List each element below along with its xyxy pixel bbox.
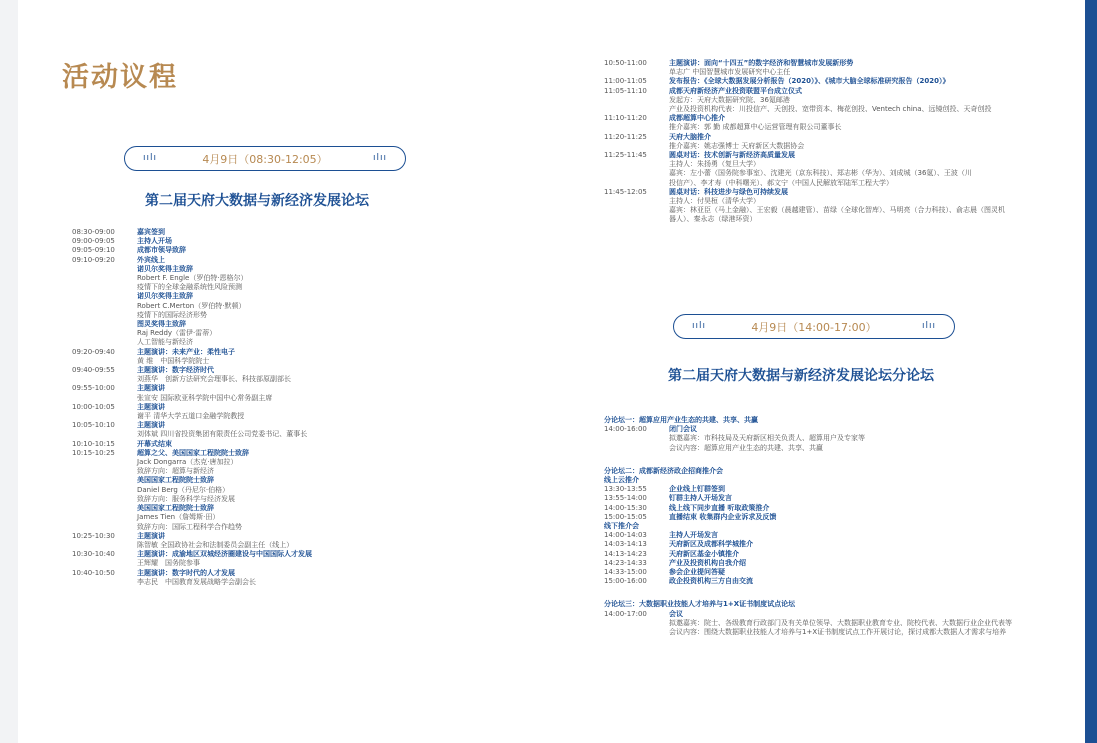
- schedule-time: 10:50-11:00: [604, 59, 647, 67]
- schedule-time: 10:30-10:40: [72, 550, 115, 559]
- schedule-row: [72, 228, 512, 237]
- schedule-item-detail: 主持人：付昊桓（清华大学）: [669, 197, 760, 206]
- schedule-time: 09:20-09:40: [72, 347, 115, 356]
- schedule-row: [604, 540, 1044, 549]
- schedule-item-detail: 单志广 中国智慧城市发展研究中心主任: [669, 68, 791, 77]
- schedule-time: 11:45-12:05: [604, 187, 647, 196]
- schedule-item-title: 会议: [669, 609, 683, 618]
- schedule-item-title: 开幕式结束: [137, 439, 172, 448]
- schedule-time: 14:00-16:00: [604, 425, 647, 434]
- schedule-item-detail: 王辉耀 国务院参事: [137, 559, 200, 568]
- schedule-item-detail: 张宣安 国际欧亚科学院中国中心常务副主席: [137, 393, 273, 402]
- schedule-item-detail: 会议内容：超算应用产业生态的共建、共享、共赢: [669, 443, 823, 452]
- schedule-item-title: 美国国家工程院院士致辞: [137, 504, 214, 513]
- schedule-content: [137, 246, 512, 255]
- schedule-row: [72, 366, 512, 384]
- schedule-time: 11:00-11:05: [604, 77, 647, 86]
- schedule-content: [669, 550, 1044, 559]
- schedule-row: [72, 246, 512, 255]
- schedule-item-detail: Raj Reddy（雷伊·雷蒂）: [137, 329, 217, 338]
- schedule-content: [669, 577, 1044, 586]
- schedule-item-detail: 器人）、秦永志（绿港环资）: [669, 215, 757, 224]
- schedule-item-title: 圆桌对话：科技进步与绿色可持续发展: [669, 187, 788, 196]
- schedule-item-title: 主题演讲：数字时代的人才发展: [137, 568, 235, 577]
- schedule-item-title: 主题演讲: [137, 421, 165, 430]
- schedule-subheading: 线下推介会: [604, 522, 639, 531]
- morning-schedule-left: [72, 228, 512, 587]
- schedule-item-title: 闭门会议: [669, 425, 697, 434]
- schedule-item-detail: 致辞方向：国际工程科学合作趋势: [137, 522, 242, 531]
- schedule-content: [137, 440, 512, 449]
- schedule-item-detail: 投信产）、李才寿（中科曙光）、郝文宁（中国人民解放军陆军工程大学）: [669, 178, 893, 187]
- schedule-item-detail: 拟邀嘉宾：院士、各级教育行政部门及有关单位领导、大数据职业教育专业、院校代表、大数据行业企业代表等: [669, 618, 1012, 627]
- schedule-item-detail: Jack Dongarra（杰克·唐加拉）: [137, 458, 238, 467]
- schedule-row: [604, 513, 1044, 522]
- afternoon-time-label: 4月9日（14:00-17:00）: [751, 320, 877, 334]
- schedule-content: [137, 256, 512, 348]
- schedule-item-title: 圆桌对话：技术创新与新经济高质量发展: [669, 151, 795, 160]
- schedule-time: 14:23-14:33: [604, 558, 647, 567]
- schedule-content: [669, 425, 1044, 453]
- schedule-content: [669, 188, 1044, 225]
- schedule-time: 10:00-10:05: [72, 402, 115, 411]
- schedule-item-detail: 疫情下的国际经济形势: [137, 310, 207, 319]
- schedule-item-title: 嘉宾签到: [137, 228, 165, 236]
- schedule-content: [137, 348, 512, 366]
- page-spine: [0, 0, 18, 743]
- schedule-item-title: 天府新区及成都科学城推介: [669, 540, 753, 549]
- schedule-item-title: 政企投资机构三方自由交流: [669, 577, 753, 586]
- schedule-row: [604, 188, 1044, 225]
- schedule-item-title: 主题演讲：成渝地区双城经济圈建设与中国国际人才发展: [137, 550, 312, 559]
- pill-tick-left: ıılı: [143, 153, 158, 163]
- schedule-item-detail: 人工智能与新经济: [137, 338, 193, 347]
- schedule-content: [669, 151, 1044, 188]
- schedule-row: [72, 348, 512, 366]
- schedule-time: 10:05-10:10: [72, 421, 115, 430]
- schedule-time: 08:30-09:00: [72, 228, 115, 236]
- schedule-item-detail: 会议内容：围绕大数据职业技能人才培养与1+X证书制度试点工作开展讨论，探讨成都大数据人才需求与培养: [669, 628, 1007, 637]
- morning-time-pill: [124, 146, 406, 171]
- schedule-item-detail: Robert F. Engle（罗伯特·恩格尔）: [137, 274, 248, 283]
- schedule-content: [669, 568, 1044, 577]
- schedule-item-title: 成都市领导致辞: [137, 246, 186, 255]
- schedule-item-detail: 产业及投资机构代表：川投信产、天创投、宽带资本、梅花创投、Ventech china、远镜创投、天奇创投: [669, 105, 992, 114]
- schedule-item-title: 主持人开场: [137, 237, 172, 246]
- schedule-item-title: 外宾线上: [137, 255, 165, 264]
- afternoon-schedule: [604, 416, 1044, 637]
- schedule-item-detail: 陈智敏 全国政协社会和法制委员会副主任（线上）: [137, 540, 294, 549]
- sub-forum-body: [604, 476, 1044, 586]
- morning-time-label: 4月9日（08:30-12:05）: [202, 152, 328, 166]
- schedule-item-detail: 谢平 清华大学五道口金融学院教授: [137, 412, 245, 421]
- schedule-time: 14:00-14:03: [604, 531, 647, 540]
- schedule-row: [604, 151, 1044, 188]
- schedule-time: 13:55-14:00: [604, 494, 647, 503]
- morning-forum-title: 第二届天府大数据与新经济发展论坛: [145, 193, 369, 209]
- schedule-time: 11:25-11:45: [604, 151, 647, 160]
- schedule-content: [669, 494, 1044, 503]
- schedule-time: 14:00-15:30: [604, 503, 647, 512]
- schedule-item-title: 主题演讲: [137, 384, 165, 393]
- sub-forum-heading: 分论坛一：超算应用产业生态的共建、共享、共赢: [604, 416, 758, 424]
- pill-tick-right: ılıı: [372, 153, 387, 163]
- schedule-content: [137, 532, 512, 550]
- schedule-item-title: 成都超算中心推介: [669, 114, 725, 123]
- schedule-row: [604, 494, 1044, 503]
- schedule-row: [604, 504, 1044, 513]
- schedule-item-detail: 黄 维 中国科学院院士: [137, 356, 210, 365]
- schedule-time: 09:05-09:10: [72, 246, 115, 255]
- schedule-row: [72, 550, 512, 568]
- schedule-row: [72, 256, 512, 348]
- schedule-row: [604, 550, 1044, 559]
- sub-forum-body: [604, 425, 1044, 453]
- schedule-content: [669, 610, 1044, 638]
- pill-tick-right: ılıı: [921, 321, 936, 331]
- schedule-time: 10:25-10:30: [72, 531, 115, 540]
- schedule-row: [72, 403, 512, 421]
- schedule-item-title: 超算之父、美国国家工程院院士致辞: [137, 448, 249, 457]
- schedule-item-title: 产业及投资机构自我介绍: [669, 558, 746, 567]
- schedule-item-title: 主题演讲: [137, 531, 165, 540]
- schedule-time: 11:10-11:20: [604, 114, 647, 123]
- schedule-item-title: 图灵奖得主致辞: [137, 320, 186, 329]
- schedule-item-title: 直播结束 收集群内企业诉求及反馈: [669, 512, 777, 521]
- schedule-row: [604, 425, 1044, 453]
- schedule-time: 11:20-11:25: [604, 132, 647, 141]
- schedule-content: [137, 403, 512, 421]
- schedule-content: [669, 540, 1044, 549]
- schedule-content: [669, 59, 1044, 77]
- schedule-item-title: 参会企业提问答疑: [669, 568, 725, 577]
- sub-forum-heading: 分论坛二：成都新经济政企招商推介会: [604, 466, 723, 475]
- schedule-time: 14:13-14:23: [604, 549, 647, 558]
- schedule-content: [669, 77, 1044, 86]
- schedule-row: [72, 569, 512, 587]
- schedule-item-title: 主题演讲：数字经济时代: [137, 366, 214, 375]
- schedule-item-title: 美国国家工程院院士致辞: [137, 476, 214, 485]
- schedule-item-detail: 致辞方向：超算与新经济: [137, 467, 214, 476]
- schedule-content: [137, 384, 512, 402]
- schedule-item-detail: 刘体斌 四川省投资集团有限责任公司党委书记、董事长: [137, 430, 308, 439]
- schedule-row: [72, 532, 512, 550]
- schedule-item-detail: 发起方：天府大数据研究院、36氪邮港: [669, 95, 790, 104]
- schedule-item-detail: 推介嘉宾：姚志强博士 天府新区大数据协会: [669, 141, 805, 150]
- schedule-time: 14:33-15:00: [604, 568, 647, 577]
- schedule-item-title: 线上线下同步直播 听取政策推介: [669, 503, 770, 512]
- schedule-item-detail: 李志民 中国教育发展战略学会副会长: [137, 577, 256, 586]
- schedule-time: 09:55-10:00: [72, 384, 115, 393]
- schedule-time: 14:00-17:00: [604, 609, 647, 618]
- page-title: 活动议程: [62, 62, 178, 93]
- schedule-row: [604, 610, 1044, 638]
- schedule-item-title: 成都天府新经济产业投资联盟平台成立仪式: [669, 86, 802, 95]
- schedule-item-title: 天府大脑推介: [669, 132, 711, 141]
- schedule-row: [604, 87, 1044, 115]
- page-edge-bar: [1085, 0, 1097, 743]
- schedule-content: [669, 133, 1044, 151]
- schedule-content: [669, 559, 1044, 568]
- schedule-content: [137, 366, 512, 384]
- schedule-item-detail: 致辞方向：服务科学与经济发展: [137, 494, 235, 503]
- schedule-time: 15:00-15:05: [604, 512, 647, 521]
- schedule-item-title: 主题演讲：未来产业：柔性电子: [137, 347, 235, 356]
- afternoon-time-pill: [673, 314, 955, 339]
- schedule-content: [137, 421, 512, 439]
- schedule-item-detail: 嘉宾：左小蕾（国务院参事室）、沈建光（京东科技）、郑志彬（华为）、刘成城（36氪）、王波（川: [669, 169, 972, 178]
- schedule-item-title: 诺贝尔奖得主致辞: [137, 292, 193, 301]
- schedule-row: [72, 384, 512, 402]
- schedule-item-detail: 推介嘉宾：郭 勤 成都超算中心运营管理有限公司董事长: [669, 123, 842, 132]
- schedule-item-detail: Daniel Berg（丹尼尔·伯格）: [137, 485, 230, 494]
- schedule-row: [604, 77, 1044, 86]
- schedule-time: 15:00-16:00: [604, 577, 647, 586]
- schedule-time: 13:30-13:55: [604, 485, 647, 494]
- schedule-item-title: 企业线上钉群签到: [669, 485, 725, 494]
- morning-schedule-right: [604, 59, 1044, 225]
- sub-forum-body: [604, 610, 1044, 638]
- schedule-item-detail: 嘉宾：林亚臣（马上金融）、王宏毅（晨越建管）、苗绿（全球化智库）、马明亮（合力科技）、俞志晨（图灵机: [669, 206, 1005, 215]
- schedule-content: [137, 550, 512, 568]
- schedule-item-title: 主题演讲：面向“十四五”的数字经济和智慧城市发展新形势: [669, 59, 854, 67]
- schedule-content: [137, 569, 512, 587]
- schedule-item-title: 天府新区基金小镇推介: [669, 549, 739, 558]
- schedule-item-detail: 疫情下的全球金融系统性风险预测: [137, 283, 242, 292]
- schedule-item-detail: 主持人：朱扬勇（复旦大学）: [669, 160, 760, 169]
- schedule-time: 09:10-09:20: [72, 255, 115, 264]
- schedule-row: [72, 449, 512, 532]
- schedule-time: 10:10-10:15: [72, 439, 115, 448]
- schedule-row: [604, 114, 1044, 132]
- schedule-content: [137, 449, 512, 532]
- schedule-content: [669, 504, 1044, 513]
- schedule-item-detail: Robert C.Merton（罗伯特·默顿）: [137, 301, 246, 310]
- pill-tick-left: ıılı: [692, 321, 707, 331]
- schedule-row: [72, 421, 512, 439]
- schedule-content: [669, 114, 1044, 132]
- schedule-item-title: 主题演讲: [137, 402, 165, 411]
- schedule-time: 14:03-14:13: [604, 540, 647, 549]
- schedule-content: [669, 87, 1044, 115]
- sub-forum-heading: 分论坛三：大数据职业技能人才培养与1+X证书制度试点论坛: [604, 600, 796, 609]
- schedule-item-title: 发布报告：《全球大数据发展分析报告（2020）》、《城市大脑全球标准研究报告（2020）》: [669, 77, 950, 86]
- schedule-subheading: 线上云推介: [604, 476, 639, 485]
- schedule-time: 09:40-09:55: [72, 366, 115, 375]
- schedule-time: 09:00-09:05: [72, 237, 115, 246]
- schedule-time: 10:40-10:50: [72, 568, 115, 577]
- schedule-time: 11:05-11:10: [604, 86, 647, 95]
- schedule-time: 10:15-10:25: [72, 448, 115, 457]
- schedule-row: [604, 59, 1044, 77]
- schedule-content: [137, 237, 512, 246]
- afternoon-forum-title: 第二届天府大数据与新经济发展论坛分论坛: [668, 368, 934, 384]
- schedule-item-detail: 刘燕华 创新方法研究会理事长、科技部原副部长: [137, 375, 291, 384]
- schedule-item-detail: 拟邀嘉宾：市科技局及天府新区相关负责人、超算用户及专家等: [669, 434, 865, 443]
- schedule-item-title: 主持人开场发言: [669, 531, 718, 540]
- schedule-row: [604, 577, 1044, 586]
- schedule-content: [137, 228, 512, 237]
- schedule-row: [604, 133, 1044, 151]
- schedule-row: [604, 568, 1044, 577]
- schedule-item-title: 钉群主持人开场发言: [669, 494, 732, 503]
- schedule-item-detail: James Tien（詹姆斯·田）: [137, 513, 220, 522]
- schedule-row: [604, 559, 1044, 568]
- schedule-item-title: 诺贝尔奖得主致辞: [137, 264, 193, 273]
- schedule-content: [669, 513, 1044, 522]
- schedule-row: [72, 440, 512, 449]
